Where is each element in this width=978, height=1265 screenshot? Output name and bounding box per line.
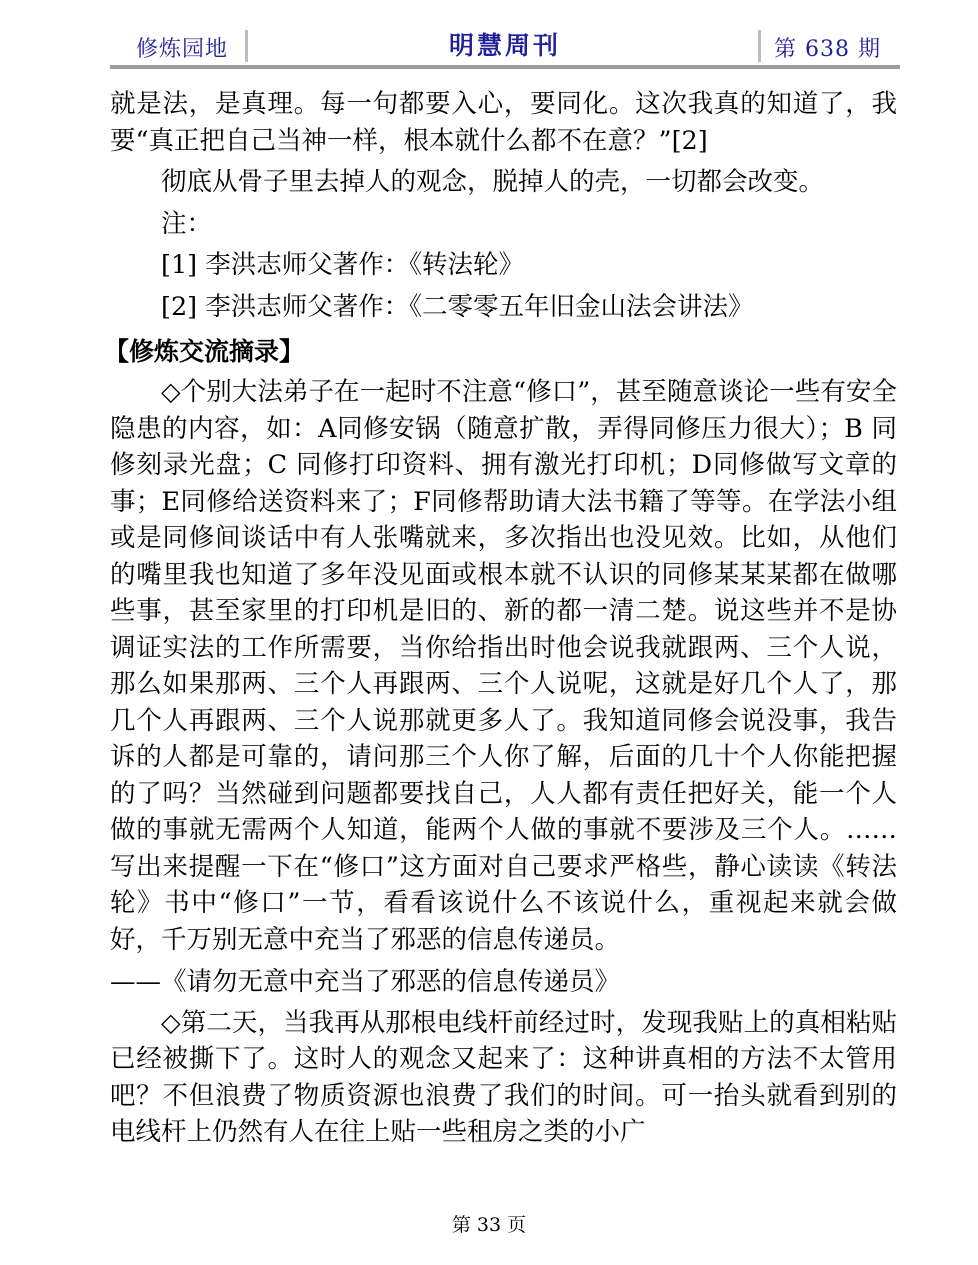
paragraph: ◇个别大法弟子在一起时不注意“修口”，甚至随意谈论一些有安全隐患的内容，如：A同修安锅（随意扩散，弄得同修压力很大）；B 同修刻录光盘；C 同修打印资料、拥有激光打印机；D同修做写文章的事；E同修给送资料来了；F同修帮助请大法书籍了等等。在学法小组或是同修间谈话中有人张嘴就来，多次指出也没见效。比如，从他们的嘴里我也知道了多年没见面或根本就不认识的同修某某某都在做哪些事，甚至家里的打印机是旧的、新的都一清二楚。说这些并不是协调证实法的工作所需要，当你给指出时他会说我就跟两、三个人说，那么如果那两、三个人再跟两、三个人说呢，这就是好几个人了，那几个人再跟两、三个人说那就更多人了。我知道同修会说没事，我告诉的人都是可靠的，请问那三个人你了解，后面的几十个人你能把握的了吗？当然碰到问题都要找自己，人人都有责任把好关，能一个人做的事就无需两个人知道，能两个人做的事就不要涉及三个人。……写出来提醒一下在“修口”这方面对自己要求严格些，静心读读《转法轮》书中“修口”一节，看看该说什么不该说什么，重视起来就会做好，千万别无意中充当了邪恶的信息传递员。 xyxy=(110,377,897,955)
footnote-1: [1] 李洪志师父著作：《转法轮》 xyxy=(161,250,524,280)
footnote-2: [2] 李洪志师父著作：《二零零五年旧金山法会讲法》 xyxy=(161,291,754,322)
notes-label: 注： xyxy=(161,208,213,239)
quote-source: ——《请勿无意中充当了邪恶的信息传递员》 xyxy=(110,967,621,997)
header-divider xyxy=(758,30,761,62)
paragraph: 彻底从骨子里去掉人的观念，脱掉人的壳，一切都会改变。 xyxy=(161,167,825,197)
page-number: 第 33 页 xyxy=(451,1214,527,1236)
header-title: 明慧周刊 xyxy=(448,31,561,60)
header-section-name: 修炼园地 xyxy=(136,37,229,62)
article-body xyxy=(104,86,897,1151)
paragraph: 就是法，是真理。每一句都要入心，要同化。这次我真的知道了，我要“真正把自己当神一样，根本就什么都不在意？”[2] xyxy=(110,89,897,156)
header-rule xyxy=(110,65,900,69)
section-heading: 【修炼交流摘录】 xyxy=(104,337,305,366)
header-issue-number: 第 638 期 xyxy=(774,37,881,62)
paragraph: ◇第二天，当我再从那根电线杆前经过时，发现我贴上的真相粘贴已经被撕下了。这时人的观念又起来了：这种讲真相的方法不太管用吧？不但浪费了物质资源也浪费了我们的时间。可一抬头就看到别的电线杆上仍然有人在往上贴一些租房之类的小广 xyxy=(110,1007,897,1147)
page-header xyxy=(110,22,900,67)
